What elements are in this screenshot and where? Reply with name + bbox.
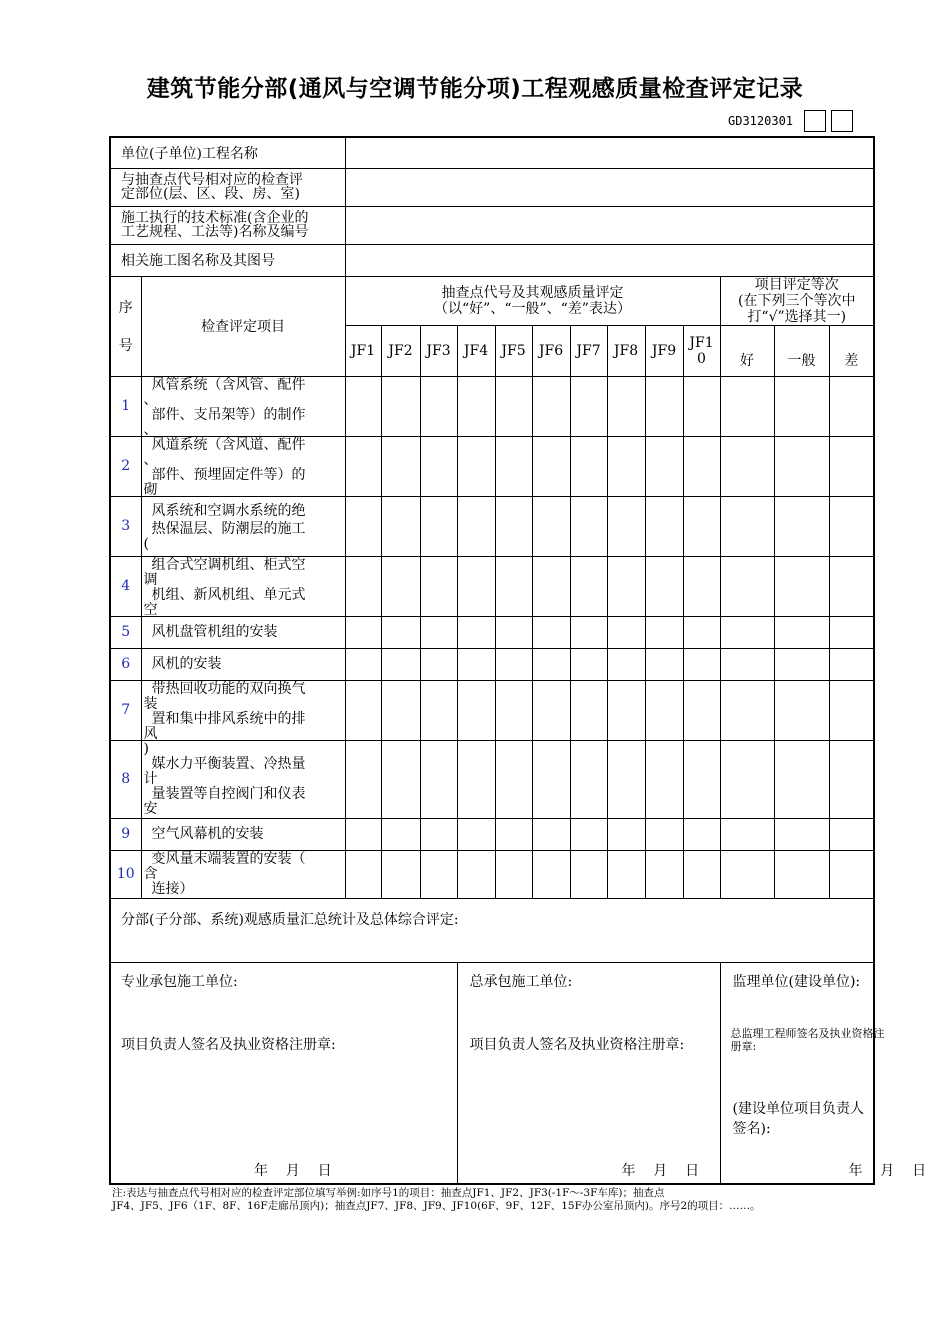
item-label [141, 818, 345, 850]
sample-cell[interactable] [420, 376, 457, 436]
sample-cell[interactable] [532, 680, 570, 740]
sample-cell[interactable] [457, 556, 495, 616]
item-row [110, 376, 874, 436]
sample-cell[interactable] [495, 740, 532, 818]
grade-cell[interactable] [720, 616, 774, 648]
item-label [141, 556, 345, 616]
item-label-line: 、 [143, 422, 158, 438]
sample-cell[interactable] [345, 556, 381, 616]
item-label-line: 置和集中排风系统中的排 [151, 711, 306, 727]
sample-cell[interactable] [532, 818, 570, 850]
item-label-line: 部件、支吊架等）的制作 [151, 407, 306, 423]
grade-cell[interactable] [720, 850, 774, 898]
item-label [141, 740, 345, 818]
grade-header-b: (在下列三个等次中 [738, 292, 856, 309]
header-row-drawing [110, 244, 874, 276]
item-label-line: 风管系统（含风管、配件 [151, 377, 306, 393]
item-label-line: 风系统和空调水系统的绝 [151, 503, 306, 519]
item-label [141, 648, 345, 680]
grade-cell[interactable] [829, 850, 874, 898]
sample-cell[interactable] [495, 648, 532, 680]
sample-cell[interactable] [645, 496, 683, 556]
sample-cell[interactable] [607, 616, 645, 648]
sample-cell[interactable] [607, 680, 645, 740]
jf10-header [683, 325, 720, 376]
sample-cell[interactable] [381, 436, 420, 496]
normal-header: 一般 [774, 325, 829, 376]
project-name-label: 单位(子单位)工程名称 [110, 137, 345, 168]
sample-cell[interactable] [683, 616, 720, 648]
item-label-line: 量装置等自控阀门和仪表 [151, 786, 306, 802]
grade-cell[interactable] [774, 740, 829, 818]
grade-cell[interactable] [720, 818, 774, 850]
signature-row [110, 962, 874, 1184]
item-number: 4 [110, 556, 141, 616]
sample-cell[interactable] [570, 648, 607, 680]
sample-header [345, 276, 720, 325]
sample-cell[interactable] [607, 496, 645, 556]
general-contractor-cell[interactable] [457, 962, 720, 1184]
item-label-line: 连接） [151, 881, 194, 897]
item-label [141, 496, 345, 556]
grade-cell[interactable] [829, 436, 874, 496]
item-number: 3 [110, 496, 141, 556]
sample-cell[interactable] [570, 616, 607, 648]
grade-cell[interactable] [829, 648, 874, 680]
item-label-line: 机组、新风机组、单元式 [151, 587, 306, 603]
item-label-line: 热保温层、防潮层的施工 [151, 521, 306, 537]
item-label-line: 部件、预埋固定件等）的 [151, 467, 306, 483]
grade-cell[interactable] [720, 556, 774, 616]
sample-cell[interactable] [345, 850, 381, 898]
sample-cell[interactable] [570, 740, 607, 818]
sample-cell[interactable] [683, 850, 720, 898]
sample-cell[interactable] [345, 376, 381, 436]
grade-cell[interactable] [774, 818, 829, 850]
sample-cell[interactable] [683, 376, 720, 436]
item-label-line: 风机盘管机组的安装 [151, 624, 278, 640]
seq-header-b: 号 [118, 338, 133, 354]
location-label-line1: 与抽查点代号相对应的检查评 [121, 172, 303, 188]
form-code: GD3120301 [728, 114, 794, 128]
sample-cell[interactable] [532, 616, 570, 648]
sample-cell[interactable] [457, 376, 495, 436]
item-label-line: 风道系统（含风道、配件 [151, 437, 306, 453]
sample-cell[interactable] [683, 680, 720, 740]
grade-cell[interactable] [829, 818, 874, 850]
item-label-line: 计 [143, 771, 158, 787]
item-number: 1 [110, 376, 141, 436]
item-label-line: 含 [143, 866, 158, 882]
code-box-2[interactable] [831, 110, 853, 132]
item-label [141, 376, 345, 436]
sample-cell[interactable] [381, 616, 420, 648]
sample-cell[interactable] [532, 556, 570, 616]
item-label [141, 436, 345, 496]
sample-cell[interactable] [683, 436, 720, 496]
sample-cell[interactable] [532, 376, 570, 436]
item-label-line: 变风量末端装置的安装（ [151, 851, 306, 867]
sample-cell[interactable] [607, 376, 645, 436]
sample-cell[interactable] [457, 648, 495, 680]
poor-header: 差 [829, 325, 874, 376]
seq-header [110, 276, 141, 376]
sample-cell[interactable] [607, 556, 645, 616]
sample-cell[interactable] [420, 850, 457, 898]
summary-label: 分部(子分部、系统)观感质量汇总统计及总体综合评定: [110, 898, 874, 962]
jf4-header: JF4 [457, 325, 495, 376]
sample-cell[interactable] [495, 376, 532, 436]
sample-cell[interactable] [645, 740, 683, 818]
sample-cell[interactable] [420, 648, 457, 680]
sample-cell[interactable] [570, 496, 607, 556]
item-row [110, 436, 874, 496]
grade-cell[interactable] [720, 436, 774, 496]
grade-header [720, 276, 874, 325]
sample-cell[interactable] [683, 496, 720, 556]
item-label-line: 带热回收功能的双向换气 [151, 681, 306, 697]
item-number: 10 [110, 850, 141, 898]
jf10-header-a: JF1 [689, 334, 714, 351]
sample-cell[interactable] [457, 616, 495, 648]
general-date-label: 年 月 日 [621, 1162, 700, 1179]
item-number: 7 [110, 680, 141, 740]
drawing-field[interactable] [345, 244, 874, 276]
sample-cell[interactable] [495, 850, 532, 898]
sample-cell[interactable] [495, 556, 532, 616]
sample-cell[interactable] [495, 496, 532, 556]
sample-cell[interactable] [420, 496, 457, 556]
item-row [110, 616, 874, 648]
sample-cell[interactable] [645, 850, 683, 898]
sub-pm-sign-label: 项目负责人签名及执业资格注册章: [121, 1036, 336, 1053]
jf1-header: JF1 [345, 325, 381, 376]
grade-cell[interactable] [774, 436, 829, 496]
sample-cell[interactable] [381, 376, 420, 436]
item-label-line: 风机的安装 [151, 656, 222, 672]
standard-label-line2: 工艺规程、工法等)名称及编号 [121, 224, 309, 240]
grade-cell[interactable] [829, 556, 874, 616]
grade-cell[interactable] [774, 680, 829, 740]
grade-cell[interactable] [720, 496, 774, 556]
item-number: 9 [110, 818, 141, 850]
sample-cell[interactable] [532, 496, 570, 556]
sample-cell[interactable] [381, 648, 420, 680]
sample-cell[interactable] [532, 436, 570, 496]
sample-cell[interactable] [381, 556, 420, 616]
grade-cell[interactable] [774, 616, 829, 648]
grade-cell[interactable] [774, 556, 829, 616]
footnote-line2: JF4、JF5、JF6（1F、8F、16F走廊吊顶内)；抽查点JF7、JF8、JF9、JF10(6F、9F、12F、15F办公室吊顶内)。序号2的项目：……。 [112, 1200, 761, 1212]
sub-contractor-cell[interactable] [110, 962, 457, 1184]
item-label-line: 装 [143, 696, 158, 712]
seq-header-a: 序 [118, 300, 133, 316]
sample-cell[interactable] [420, 616, 457, 648]
sample-cell[interactable] [420, 556, 457, 616]
sample-cell[interactable] [381, 740, 420, 818]
sample-cell[interactable] [457, 740, 495, 818]
sample-cell[interactable] [457, 818, 495, 850]
project-name-field[interactable] [345, 137, 874, 168]
supervisor-cell[interactable] [720, 962, 927, 1184]
sample-cell[interactable] [607, 818, 645, 850]
jf10-header-b: 0 [697, 350, 706, 367]
sample-cell[interactable] [457, 680, 495, 740]
standard-label-line1: 施工执行的技术标准(含企业的 [121, 210, 309, 226]
header-row-project [110, 137, 874, 168]
sample-cell[interactable] [532, 850, 570, 898]
jf6-header: JF6 [532, 325, 570, 376]
sample-cell[interactable] [457, 850, 495, 898]
location-label-line2: 定部位(层、区、段、房、室) [121, 186, 300, 202]
item-label-line: 空气风幕机的安装 [151, 826, 264, 842]
sample-cell[interactable] [345, 740, 381, 818]
jf5-header: JF5 [495, 325, 532, 376]
item-row [110, 680, 874, 740]
sample-cell[interactable] [532, 740, 570, 818]
item-number: 8 [110, 740, 141, 818]
sample-cell[interactable] [420, 740, 457, 818]
item-header: 检查评定项目 [141, 276, 345, 376]
item-label-line: 砌 [143, 482, 158, 498]
sample-cell[interactable] [570, 436, 607, 496]
sample-cell[interactable] [645, 556, 683, 616]
general-pm-sign-label: 项目负责人签名及执业资格注册章: [469, 1036, 685, 1053]
sample-cell[interactable] [420, 818, 457, 850]
sample-header-a: 抽查点代号及其观感质量评定 [441, 284, 624, 301]
sub-contractor-label: 专业承包施工单位: [121, 973, 238, 990]
item-number: 5 [110, 616, 141, 648]
item-label-line: 、 [143, 452, 158, 468]
supervisor-date-label: 年 月 日 [848, 1162, 927, 1179]
sample-cell[interactable] [645, 616, 683, 648]
header-row-location [110, 168, 874, 206]
item-number: 6 [110, 648, 141, 680]
item-label [141, 850, 345, 898]
sample-cell[interactable] [683, 740, 720, 818]
code-box-1[interactable] [804, 110, 826, 132]
jf7-header: JF7 [570, 325, 607, 376]
sample-cell[interactable] [645, 436, 683, 496]
sample-cell[interactable] [420, 436, 457, 496]
sample-cell[interactable] [607, 648, 645, 680]
sample-cell[interactable] [381, 496, 420, 556]
grade-cell[interactable] [829, 616, 874, 648]
sample-cell[interactable] [457, 496, 495, 556]
item-label-line: ( [143, 536, 149, 552]
item-label [141, 616, 345, 648]
grade-cell[interactable] [720, 740, 774, 818]
sample-cell[interactable] [495, 436, 532, 496]
grade-cell[interactable] [829, 376, 874, 436]
item-row [110, 818, 874, 850]
column-header-row-1 [110, 276, 874, 325]
sample-cell[interactable] [381, 850, 420, 898]
page-title: 建筑节能分部(通风与空调节能分项)工程观感质量检查评定记录 [146, 76, 804, 102]
general-contractor-label: 总承包施工单位: [469, 973, 573, 990]
sample-cell[interactable] [607, 740, 645, 818]
inspection-table [109, 136, 927, 1185]
item-label-line: 风 [143, 726, 158, 742]
location-field[interactable] [345, 168, 874, 206]
sample-cell[interactable] [570, 818, 607, 850]
sample-cell[interactable] [683, 648, 720, 680]
sample-cell[interactable] [645, 376, 683, 436]
jf9-header: JF9 [645, 325, 683, 376]
sample-cell[interactable] [345, 436, 381, 496]
item-rows [110, 376, 874, 898]
sample-cell[interactable] [607, 850, 645, 898]
grade-header-c: 打“√”选择其一) [747, 308, 847, 325]
sample-cell[interactable] [532, 648, 570, 680]
header-row-standard [110, 206, 874, 244]
item-label-line: 组合式空调机组、柜式空 [151, 557, 306, 573]
grade-cell[interactable] [774, 376, 829, 436]
sample-cell[interactable] [345, 818, 381, 850]
sample-cell[interactable] [345, 680, 381, 740]
supervisor-label: 监理单位(建设单位): [732, 973, 861, 990]
sample-cell[interactable] [495, 680, 532, 740]
sample-cell[interactable] [645, 680, 683, 740]
item-number: 2 [110, 436, 141, 496]
sample-cell[interactable] [495, 818, 532, 850]
sample-cell[interactable] [645, 648, 683, 680]
item-label-line: ) [143, 741, 149, 757]
sample-cell[interactable] [570, 376, 607, 436]
item-row [110, 496, 874, 556]
sample-cell[interactable] [570, 850, 607, 898]
grade-cell[interactable] [720, 680, 774, 740]
item-label-line: 调 [143, 572, 158, 588]
summary-row [110, 898, 874, 962]
footnote [112, 1187, 912, 1213]
sample-cell[interactable] [345, 496, 381, 556]
grade-cell[interactable] [774, 648, 829, 680]
item-label-line: 媒水力平衡装置、冷热量 [151, 756, 306, 772]
sample-cell[interactable] [570, 680, 607, 740]
standard-label [110, 206, 345, 244]
grade-header-a: 项目评定等次 [754, 276, 839, 293]
grade-cell[interactable] [829, 496, 874, 556]
location-label [110, 168, 345, 206]
jf2-header: JF2 [381, 325, 420, 376]
grade-cell[interactable] [774, 496, 829, 556]
grade-cell[interactable] [774, 850, 829, 898]
item-row [110, 556, 874, 616]
sample-cell[interactable] [683, 556, 720, 616]
grade-cell[interactable] [720, 648, 774, 680]
sample-cell[interactable] [420, 680, 457, 740]
standard-field[interactable] [345, 206, 874, 244]
item-label [141, 680, 345, 740]
good-header: 好 [720, 325, 774, 376]
sample-cell[interactable] [495, 616, 532, 648]
sample-cell[interactable] [683, 818, 720, 850]
sample-cell[interactable] [645, 818, 683, 850]
item-label-line: 安 [143, 801, 158, 817]
chief-engineer-line2: 册章: [730, 1039, 757, 1053]
grade-cell[interactable] [829, 740, 874, 818]
sample-cell[interactable] [381, 680, 420, 740]
sample-cell[interactable] [607, 436, 645, 496]
item-row [110, 850, 874, 898]
sample-cell[interactable] [570, 556, 607, 616]
footnote-line1: 注:表达与抽查点代号相对应的检查评定部位填写举例:如序号1的项目：抽查点JF1、JF2、JF3(-1F～-3F车库)；抽查点 [112, 1187, 665, 1199]
jf3-header: JF3 [420, 325, 457, 376]
item-label-line: 、 [143, 392, 158, 408]
drawing-label: 相关施工图名称及其图号 [110, 244, 345, 276]
chief-engineer-line1: 总监理工程师签名及执业资格注 [730, 1026, 885, 1040]
grade-cell[interactable] [720, 376, 774, 436]
chief-engineer-label [731, 1027, 946, 1053]
sample-header-b: （以“好”、“一般”、“差”表达） [434, 300, 631, 317]
sample-cell[interactable] [457, 436, 495, 496]
jf8-header: JF8 [607, 325, 645, 376]
sample-cell[interactable] [381, 818, 420, 850]
item-row [110, 648, 874, 680]
sample-cell[interactable] [345, 648, 381, 680]
item-row [110, 740, 874, 818]
sub-date-label: 年 月 日 [254, 1162, 332, 1179]
owner-sign-label: (建设单位项目负责人签名): [732, 1100, 864, 1137]
grade-cell[interactable] [829, 680, 874, 740]
item-label-line: 空 [143, 602, 158, 618]
sample-cell[interactable] [345, 616, 381, 648]
